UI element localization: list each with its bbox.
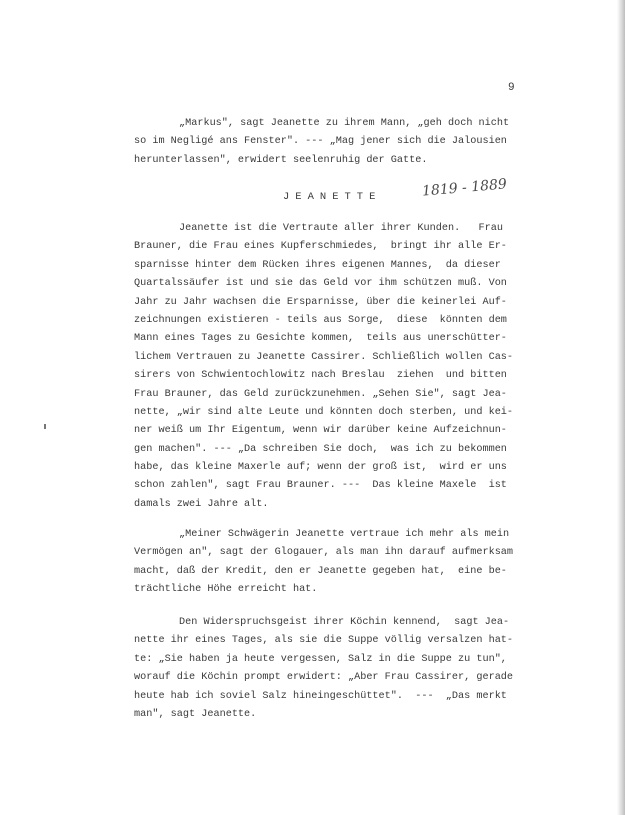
paragraph-1 — [134, 220, 513, 514]
text-line: Den Widerspruchsgeist ihrer Köchin kennend, sagt Jea- — [179, 617, 510, 628]
text-line: man", sagt Jeanette. — [134, 708, 257, 720]
text-line: „Markus", sagt Jeanette zu ihrem Mann, „geh doch nicht — [179, 118, 510, 129]
text-line: schon zahlen", sagt Frau Brauner. --- Das kleine Maxele ist — [134, 480, 507, 492]
text-line: ner weiß um Ihr Eigentum, wenn wir darüber keine Aufzeichnun- — [134, 425, 507, 437]
page-number: 9 — [508, 82, 515, 94]
handwritten-dates: 1819 - 1889 — [421, 176, 508, 200]
text-line: macht, daß der Kredit, den er Jeanette gegeben hat, eine be- — [134, 565, 507, 577]
page-edge-shadow — [617, 0, 625, 815]
text-line: sirers von Schwientochlowitz nach Breslau ziehen und bitten — [134, 370, 507, 382]
text-line: heute hab ich soviel Salz hineingeschüttet". --- „Das merkt — [134, 690, 507, 702]
text-line: Jahr zu Jahr wachsen die Ersparnisse, über die keinerlei Auf- — [134, 296, 507, 308]
text-line: habe, das kleine Maxerle auf; wenn der groß ist, wird er uns — [134, 462, 507, 474]
text-line: herunterlassen", erwidert seelenruhig der Gatte. — [134, 154, 428, 166]
text-line: so im Negligé ans Fenster". --- „Mag jener sich die Jalousien — [134, 136, 507, 148]
text-line: Vermögen an", sagt der Glogauer, als man ihn darauf aufmerksam — [134, 547, 514, 559]
text-line: Mann eines Tages zu Gesichte kommen, teils aus unerschütter- — [134, 333, 507, 345]
text-line: nette, „wir sind alte Leute und könnten doch sterben, und kei- — [134, 406, 514, 418]
text-line: worauf die Köchin prompt erwidert: „Aber Frau Cassirer, gerade — [134, 672, 514, 684]
text-line: Jeanette ist die Vertraute aller ihrer Kunden. Frau — [179, 223, 504, 234]
text-line: Frau Brauner, das Geld zurückzunehmen. „Sehen Sie", sagt Jea- — [134, 388, 507, 400]
text-line: „Meiner Schwägerin Jeanette vertraue ich mehr als mein — [179, 529, 510, 540]
text-line: zeichnungen existieren - teils aus Sorge, diese könnten dem — [134, 314, 507, 326]
intro-paragraph — [134, 115, 509, 170]
text-line: Brauner, die Frau eines Kupferschmiedes, bringt ihr alle Er- — [134, 241, 507, 253]
text-line: te: „Sie haben ja heute vergessen, Salz in die Suppe zu tun", — [134, 653, 507, 665]
text-line: lichem Vertrauen zu Jeanette Cassirer. Schließlich wollen Cas- — [134, 351, 514, 363]
paragraph-2 — [134, 526, 513, 600]
scan-speck — [44, 424, 46, 429]
text-line: damals zwei Jahre alt. — [134, 498, 269, 510]
text-line: nette ihr eines Tages, als sie die Suppe völlig versalzen hat- — [134, 635, 514, 647]
text-line: gen machen". --- „Da schreiben Sie doch, was ich zu bekommen — [134, 443, 507, 455]
text-line: trächtliche Höhe erreicht hat. — [134, 584, 318, 596]
paragraph-3 — [134, 614, 513, 724]
section-heading: JEANETTE — [283, 191, 382, 203]
text-line: sparnisse hinter dem Rücken ihres eigenen Mannes, da dieser — [134, 259, 501, 271]
text-line: Quartalssäufer ist und sie das Geld vor ihm schützen muß. Von — [134, 278, 507, 290]
